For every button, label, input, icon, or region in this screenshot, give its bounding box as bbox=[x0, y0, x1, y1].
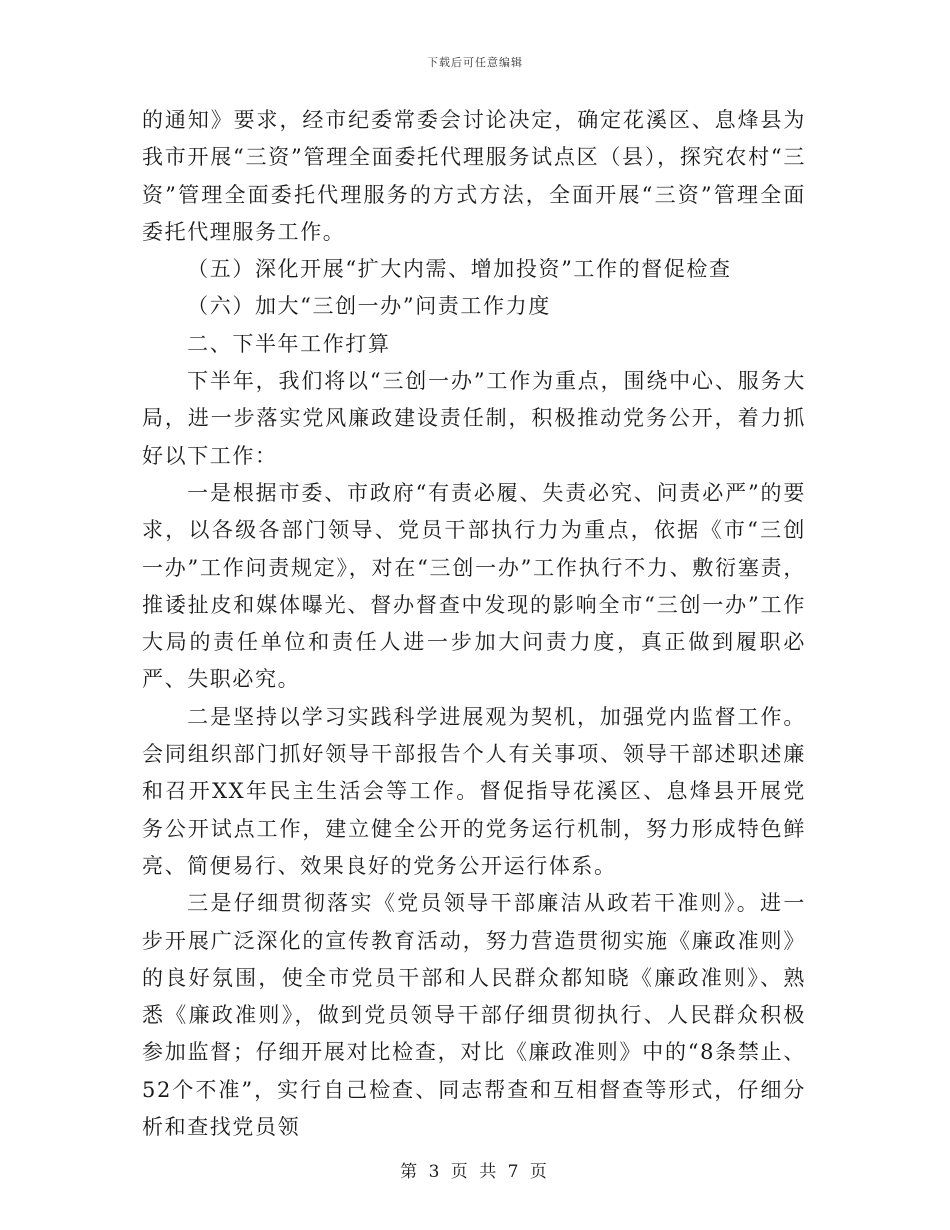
paragraph-intro: 下半年，我们将以“三创一办”工作为重点，围绕中心、服务大局，进一步落实党风廉政建设责任制，积极推动党务公开，着力抓好以下工作： bbox=[142, 369, 806, 468]
document-body bbox=[142, 102, 806, 1146]
section-heading-6: （六）加大“三创一办”问责工作力度 bbox=[187, 294, 551, 319]
section-heading-5: （五）深化开展“扩大内需、增加投资”工作的督促检查 bbox=[187, 257, 732, 282]
section-heading-2: 二、下半年工作打算 bbox=[187, 331, 391, 356]
paragraph-continuation: 的通知》要求，经市纪委常委会讨论决定，确定花溪区、息烽县为我市开展“三资”管理全面委托代理服务试点区（县），探究农村“三资”管理全面委托代理服务的方式方法，全面开展“三资”管理全面委托代理服务工作。 bbox=[142, 108, 806, 244]
paragraph-item-3: 三是仔细贯彻落实《党员领导干部廉洁从政若干准则》。进一步开展广泛深化的宣传教育活动，努力营造贯彻实施《廉政准则》的良好氛围，使全市党员干部和人民群众都知晓《廉政准则》、熟悉《廉政准则》，做到党员领导干部仔细贯彻执行、人民群众积极参加监督；仔细开展对比检查，对比《廉政准则》中的“8条禁止、52个不准”，实行自己检查、同志帮查和互相督查等形式，仔细分析和查找党员领 bbox=[142, 891, 806, 1140]
page-number: 第 3 页 共 7 页 bbox=[400, 1162, 550, 1182]
paragraph-item-1: 一是根据市委、市政府“有责必履、失责必究、问责必严”的要求，以各级各部门领导、党员干部执行力为重点，依据《市“三创一办”工作问责规定》，对在“三创一办”工作执行不力、敷衍塞责，推诿扯皮和媒体曝光、督办督查中发现的影响全市“三创一办”工作大局的责任单位和责任人进一步加大问责力度，真正做到履职必严、失职必究。 bbox=[142, 480, 806, 692]
download-note: 下载后可任意编辑 bbox=[427, 56, 523, 69]
paragraph-item-2: 二是坚持以学习实践科学进展观为契机，加强党内监督工作。会同组织部门抓好领导干部报告个人有关事项、领导干部述职述廉和召开XX年民主生活会等工作。督促指导花溪区、息烽县开展党务公开试点工作，建立健全公开的党务运行机制，努力形成特色鲜亮、简便易行、效果良好的党务公开运行体系。 bbox=[142, 704, 806, 878]
